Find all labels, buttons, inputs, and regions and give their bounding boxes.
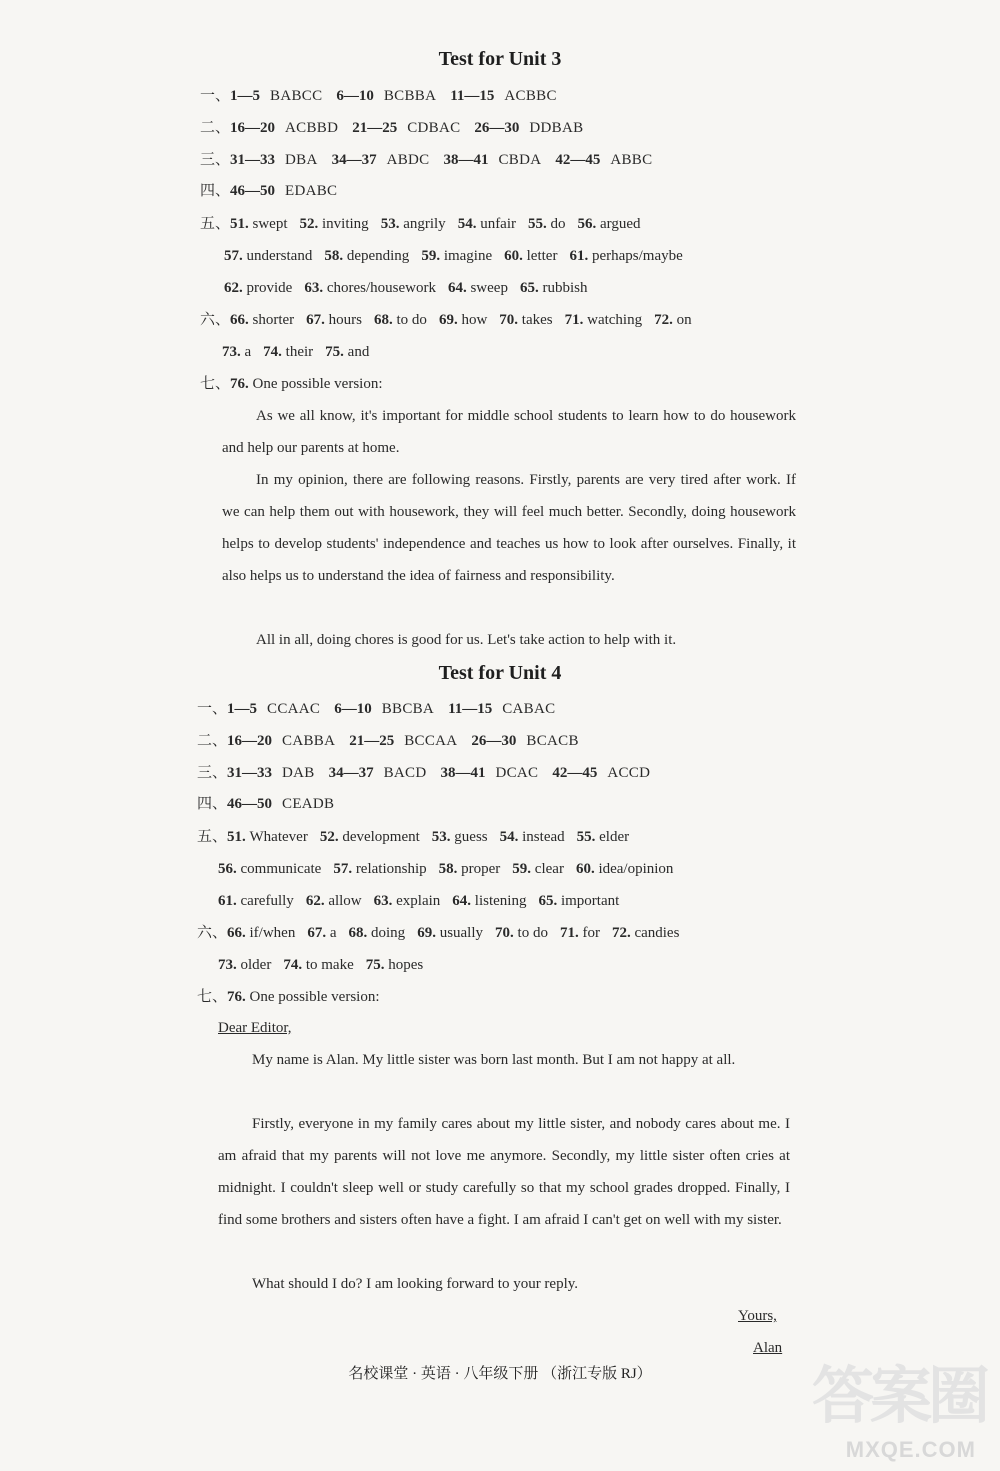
- unit3-section-5-line-1: [200, 214, 653, 234]
- item-number: 72.: [654, 312, 677, 328]
- letter-signature: Alan: [753, 1340, 783, 1356]
- item-answer: a: [329, 925, 337, 941]
- answer-item: [578, 214, 641, 234]
- answer-item: [520, 278, 588, 298]
- question-range: 26—30: [471, 733, 517, 749]
- item-number: 66.: [230, 312, 253, 328]
- answer-item: [452, 891, 526, 911]
- item-number: 72.: [611, 925, 635, 941]
- answer-item: [439, 859, 501, 879]
- question-range: 26—30: [474, 120, 520, 136]
- answer-letters: BCACB: [526, 733, 579, 749]
- unit4-letter-p3: What should I do? I am looking forward to your reply.: [252, 1276, 579, 1292]
- answer-item: [417, 923, 483, 943]
- item-number: 65.: [538, 893, 561, 909]
- item-number: 67.: [306, 312, 329, 328]
- question-range: 6—10: [336, 88, 374, 104]
- question-range: 31—33: [227, 765, 273, 781]
- answer-letters: CEADB: [282, 796, 335, 812]
- answer-letters: ACBBD: [285, 120, 339, 136]
- section-label: 四、: [200, 183, 231, 199]
- answer-group: [227, 699, 320, 719]
- answer-item: [500, 827, 565, 847]
- answer-item: [432, 827, 488, 847]
- answer-item: [306, 891, 362, 911]
- answer-group: [443, 150, 541, 170]
- item-answer: perhaps/maybe: [591, 248, 683, 264]
- answer-item: [300, 214, 369, 234]
- item-answer: and: [347, 344, 370, 360]
- question-range: 21—25: [349, 733, 395, 749]
- item-answer: chores/housework: [326, 280, 436, 296]
- section-label: 二、: [200, 120, 231, 136]
- answer-group: [230, 181, 337, 201]
- answer-item: [222, 342, 251, 362]
- answer-group: [329, 763, 427, 783]
- answer-letters: ABBC: [610, 152, 653, 168]
- answer-item: [374, 891, 441, 911]
- answer-group: [334, 699, 434, 719]
- answer-letters: EDABC: [285, 183, 338, 199]
- item-number: 64.: [447, 280, 471, 296]
- item-number: 73.: [222, 344, 245, 360]
- question-range: 34—37: [328, 765, 374, 781]
- item-answer: proper: [461, 861, 501, 877]
- item-answer: to do: [517, 925, 548, 941]
- item-number: 55.: [576, 829, 600, 845]
- answer-group: [227, 731, 335, 751]
- letter-salutation: Dear Editor,: [218, 1020, 292, 1036]
- item-number: 70.: [499, 312, 522, 328]
- unit3-essay-p1: As we all know, it's important for middle school students to learn how to do housework and help our parents at home.: [222, 408, 796, 456]
- answer-item: [448, 278, 508, 298]
- item-number: 62.: [224, 280, 247, 296]
- section-label: 三、: [197, 765, 228, 781]
- answer-item: [306, 310, 362, 330]
- item-number: 53.: [380, 216, 404, 232]
- answer-letters: CABBA: [282, 733, 336, 749]
- answer-group: [227, 763, 315, 783]
- item-number: 69.: [417, 925, 440, 941]
- item-number: 58.: [438, 861, 462, 877]
- letter-closing: Yours,: [738, 1308, 777, 1324]
- answer-group: [332, 150, 430, 170]
- unit4-letter-p1: My name is Alan. My little sister was born last month. But I am not happy at all.: [252, 1052, 736, 1068]
- answer-letters: CDBAC: [407, 120, 461, 136]
- item-number: 56.: [577, 216, 601, 232]
- unit4-section-5-line-1: [197, 827, 641, 847]
- item-answer: older: [240, 957, 272, 973]
- item-answer: on: [676, 312, 692, 328]
- item-answer: usually: [439, 925, 484, 941]
- unit4-section-1: [197, 699, 569, 719]
- answer-letters: BACD: [383, 765, 427, 781]
- item-answer: hours: [328, 312, 363, 328]
- answer-letters: DDBAB: [529, 120, 584, 136]
- watermark-url: MXQE.COM: [845, 1437, 976, 1462]
- item-number: 61.: [569, 248, 592, 264]
- item-answer: do: [550, 216, 566, 232]
- answer-item: [421, 246, 492, 266]
- item-answer: listening: [474, 893, 527, 909]
- answer-item: [224, 246, 312, 266]
- unit3-section-4: [200, 181, 351, 201]
- unit4-section-4: [197, 794, 348, 814]
- unit3-section-6-line-2: [222, 342, 381, 362]
- answer-letters: BBCBA: [381, 701, 435, 717]
- item-number: 75.: [325, 344, 348, 360]
- answer-group: [552, 763, 650, 783]
- answer-item: [218, 859, 321, 879]
- unit3-section-6-line-1: [200, 310, 704, 330]
- item-number: 68.: [348, 925, 372, 941]
- item-number: 63.: [373, 893, 397, 909]
- answer-group: [450, 86, 557, 106]
- answer-item: [333, 859, 426, 879]
- answer-item: [576, 859, 674, 879]
- answer-item: [569, 246, 682, 266]
- item-answer: inviting: [322, 216, 369, 232]
- item-number: 51.: [230, 216, 253, 232]
- item-number: 73.: [218, 957, 241, 973]
- section-label: 二、: [197, 733, 228, 749]
- watermark-logo: 答案圈: [811, 1359, 986, 1432]
- unit4-section-6-line-2: [218, 955, 435, 975]
- section-label: 六、: [197, 925, 228, 941]
- item-number: 67.: [307, 925, 330, 941]
- item-answer: candies: [634, 925, 680, 941]
- unit4-title: Test for Unit 4: [438, 662, 562, 684]
- item-number: 60.: [504, 248, 527, 264]
- item-answer: instead: [522, 829, 565, 845]
- item-number: 57.: [333, 861, 356, 877]
- answer-group: [227, 794, 334, 814]
- unit3-essay-p3: All in all, doing chores is good for us. Let's take action to help with it.: [256, 632, 677, 648]
- item-number: 51.: [227, 829, 250, 845]
- answer-item: [227, 923, 295, 943]
- question-range: 42—45: [552, 765, 598, 781]
- unit4-letter-p2: Firstly, everyone in my family cares about my little sister, and nobody cares about me. I am afraid that my parents will not love me anymore. Secondly, my little sister often cries at midnight. I couldn't sleep well or study carefully so that my school grades dropped. Finally, I find some brothers and sisters often have a fight. I am afraid I can't get on well with my sister.: [218, 1116, 790, 1228]
- unit4-section-5-line-3: [218, 891, 631, 911]
- item-answer: guess: [454, 829, 488, 845]
- item-answer: unfair: [480, 216, 517, 232]
- item-number: 54.: [499, 829, 523, 845]
- question-range: 31—33: [230, 152, 276, 168]
- item-number: 68.: [374, 312, 397, 328]
- item-answer: how: [461, 312, 488, 328]
- section-label: 五、: [200, 216, 231, 232]
- item-answer: for: [582, 925, 600, 941]
- answer-letters: BCBBA: [383, 88, 437, 104]
- item-number: 55.: [528, 216, 551, 232]
- item-number: 59.: [421, 248, 444, 264]
- answer-letters: DBA: [285, 152, 318, 168]
- item-answer: elder: [599, 829, 630, 845]
- question-range: 16—20: [227, 733, 273, 749]
- answer-item: [218, 955, 271, 975]
- item-number: 54.: [457, 216, 481, 232]
- question-range: 34—37: [331, 152, 377, 168]
- item-number: 63.: [304, 280, 327, 296]
- answer-item: [307, 923, 336, 943]
- item-answer: depending: [346, 248, 410, 264]
- item-answer: development: [342, 829, 420, 845]
- item-number: 71.: [564, 312, 588, 328]
- item-number: 56.: [218, 861, 241, 877]
- item-answer: important: [560, 893, 620, 909]
- item-number: 59.: [512, 861, 535, 877]
- answer-item: [512, 859, 564, 879]
- answer-item: [504, 246, 557, 266]
- item-answer: explain: [396, 893, 441, 909]
- unit3-title: Test for Unit 3: [438, 48, 562, 70]
- answer-letters: DCAC: [495, 765, 539, 781]
- answer-letters: BCCAA: [404, 733, 458, 749]
- item-number: 75.: [365, 957, 389, 973]
- section-label: 六、: [200, 312, 231, 328]
- answer-group: [230, 118, 338, 138]
- item-number: 66.: [227, 925, 250, 941]
- answer-item: [458, 214, 516, 234]
- unit3-essay-p2: In my opinion, there are following reasons. Firstly, parents are very tired after work. If we can help them out with housework, they will feel much better. Secondly, doing housework helps to develop students' independence and teaches us how to look after ourselves. Finally, it also helps us to understand the idea of fairness and responsibility.: [222, 472, 796, 584]
- item-answer: to make: [305, 957, 354, 973]
- answer-item: [654, 310, 692, 330]
- answer-letters: ABDC: [386, 152, 430, 168]
- answer-item: [538, 891, 619, 911]
- answer-item: [325, 342, 369, 362]
- unit4-section-7-intro: 七、76. One possible version:: [197, 989, 380, 1005]
- unit3-section-3: [200, 150, 666, 170]
- item-answer: angrily: [403, 216, 446, 232]
- question-range: 11—15: [450, 88, 495, 104]
- answer-item: [227, 827, 308, 847]
- answer-item: [263, 342, 313, 362]
- answer-group: [352, 118, 460, 138]
- answer-letters: CABAC: [502, 701, 556, 717]
- item-answer: communicate: [240, 861, 322, 877]
- answer-letters: ACBBC: [504, 88, 557, 104]
- question-range: 11—15: [448, 701, 493, 717]
- answer-item: [495, 923, 548, 943]
- item-answer: a: [244, 344, 252, 360]
- answer-group: [230, 150, 318, 170]
- item-answer: clear: [534, 861, 564, 877]
- item-answer: rubbish: [542, 280, 588, 296]
- section-label: 一、: [200, 88, 231, 104]
- item-answer: argued: [600, 216, 641, 232]
- unit4-section-6-line-1: [197, 923, 691, 943]
- answer-item: [230, 310, 294, 330]
- item-number: 62.: [305, 893, 329, 909]
- unit3-section-2: [200, 118, 597, 138]
- question-range: 1—5: [227, 701, 258, 717]
- item-number: 71.: [559, 925, 583, 941]
- question-range: 21—25: [352, 120, 398, 136]
- item-answer: Whatever: [249, 829, 308, 845]
- answer-letters: CBDA: [498, 152, 542, 168]
- answer-item: [304, 278, 436, 298]
- answer-item: [224, 278, 292, 298]
- unit3-section-5-line-2: [224, 246, 695, 266]
- item-answer: if/when: [249, 925, 296, 941]
- question-range: 1—5: [230, 88, 261, 104]
- item-number: 57.: [224, 248, 247, 264]
- answer-letters: CCAAC: [267, 701, 321, 717]
- item-number: 53.: [431, 829, 455, 845]
- answer-item: [381, 214, 446, 234]
- unit4-section-5-line-2: [218, 859, 685, 879]
- item-answer: swept: [252, 216, 288, 232]
- answer-item: [374, 310, 427, 330]
- section-label: 三、: [200, 152, 231, 168]
- unit3-section-5-line-3: [224, 278, 599, 298]
- item-answer: imagine: [443, 248, 493, 264]
- answer-item: [560, 923, 600, 943]
- answer-group: [471, 731, 578, 751]
- section-label: 四、: [197, 796, 228, 812]
- answer-letters: ACCD: [607, 765, 651, 781]
- item-answer: watching: [587, 312, 643, 328]
- question-range: 38—41: [443, 152, 489, 168]
- item-answer: sweep: [470, 280, 508, 296]
- item-answer: their: [285, 344, 314, 360]
- answer-group: [474, 118, 583, 138]
- item-number: 61.: [218, 893, 241, 909]
- answer-item: [565, 310, 642, 330]
- question-range: 42—45: [555, 152, 601, 168]
- question-range: 16—20: [230, 120, 276, 136]
- answer-item: [320, 827, 420, 847]
- answer-item: [283, 955, 353, 975]
- answer-group: [230, 86, 322, 106]
- item-answer: provide: [246, 280, 293, 296]
- item-number: 69.: [438, 312, 462, 328]
- item-answer: understand: [246, 248, 313, 264]
- answer-item: [528, 214, 566, 234]
- item-number: 60.: [575, 861, 599, 877]
- item-number: 58.: [324, 248, 347, 264]
- unit4-section-3: [197, 763, 664, 783]
- answer-item: [612, 923, 679, 943]
- answer-item: [324, 246, 409, 266]
- item-answer: doing: [371, 925, 406, 941]
- answer-item: [230, 214, 288, 234]
- answer-item: [577, 827, 629, 847]
- question-range: 46—50: [230, 183, 276, 199]
- item-answer: letter: [526, 248, 558, 264]
- answer-group: [448, 699, 555, 719]
- unit4-section-2: [197, 731, 593, 751]
- item-number: 64.: [452, 893, 475, 909]
- item-number: 52.: [319, 829, 343, 845]
- item-number: 74.: [263, 344, 286, 360]
- item-number: 65.: [519, 280, 543, 296]
- item-number: 52.: [299, 216, 323, 232]
- answer-item: [366, 955, 424, 975]
- item-answer: carefully: [240, 893, 294, 909]
- page-footer: 名校课堂 · 英语 · 八年级下册 （浙江专版 RJ）: [348, 1366, 652, 1382]
- answer-item: [499, 310, 552, 330]
- question-range: 46—50: [227, 796, 273, 812]
- item-answer: hopes: [388, 957, 424, 973]
- answer-item: [349, 923, 406, 943]
- answer-item: [439, 310, 487, 330]
- item-number: 74.: [283, 957, 306, 973]
- item-number: 70.: [495, 925, 518, 941]
- section-label: 五、: [197, 829, 228, 845]
- section-label: 一、: [197, 701, 228, 717]
- unit3-section-7-intro: 七、76. One possible version:: [200, 376, 383, 392]
- answer-letters: DAB: [282, 765, 315, 781]
- answer-group: [555, 150, 652, 170]
- item-answer: idea/opinion: [598, 861, 674, 877]
- answer-item: [218, 891, 294, 911]
- unit3-section-1: [200, 86, 571, 106]
- answer-letters: BABCC: [270, 88, 323, 104]
- answer-group: [440, 763, 538, 783]
- item-answer: relationship: [355, 861, 427, 877]
- item-answer: to do: [396, 312, 427, 328]
- item-answer: shorter: [252, 312, 295, 328]
- item-answer: allow: [328, 893, 362, 909]
- question-range: 6—10: [334, 701, 372, 717]
- answer-group: [336, 86, 436, 106]
- answer-group: [349, 731, 457, 751]
- item-answer: takes: [521, 312, 553, 328]
- question-range: 38—41: [440, 765, 486, 781]
